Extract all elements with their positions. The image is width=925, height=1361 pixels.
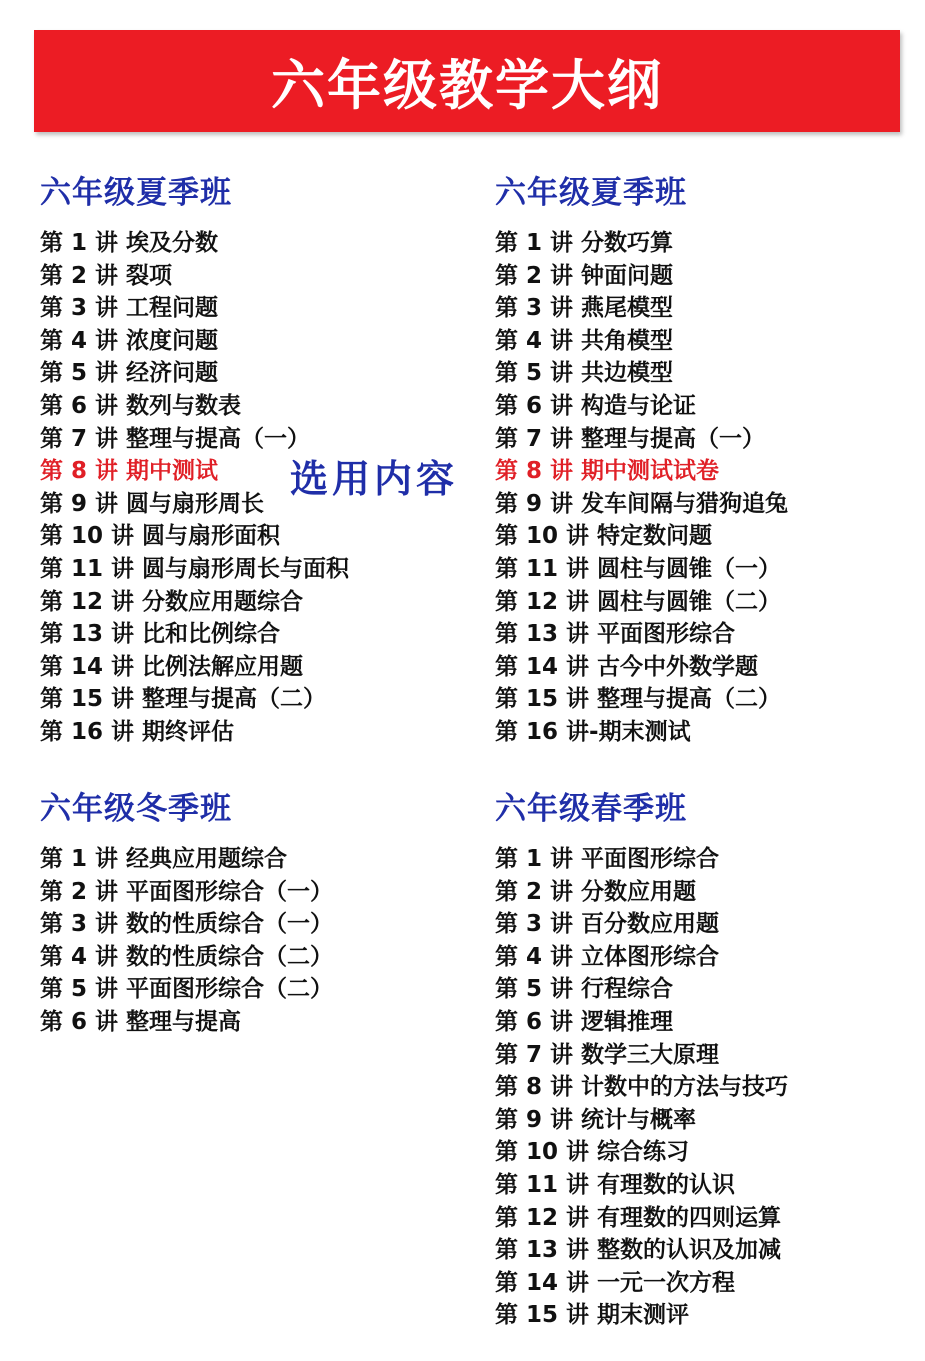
lesson-list	[495, 843, 788, 1332]
lesson-item: 第 11 讲 圆柱与圆锥（一）	[495, 555, 782, 582]
section-title: 六年级夏季班	[495, 175, 687, 211]
lesson-item: 第 8 讲 期中测试试卷	[495, 458, 720, 485]
lesson-item: 第 4 讲 数的性质综合（二）	[40, 943, 334, 970]
lesson-item: 第 5 讲 平面图形综合（二）	[40, 976, 334, 1003]
lesson-item: 第 3 讲 燕尾模型	[495, 295, 674, 322]
lesson-item: 第 9 讲 圆与扇形周长	[40, 490, 265, 517]
lesson-list	[40, 843, 333, 1039]
optional-content-note: 选用内容	[290, 456, 459, 501]
lesson-item: 第 7 讲 数学三大原理	[495, 1041, 720, 1068]
lesson-item: 第 11 讲 有理数的认识	[495, 1171, 736, 1198]
lesson-item: 第 10 讲 圆与扇形面积	[40, 523, 281, 550]
lesson-item: 第 6 讲 数列与数表	[40, 392, 242, 419]
lesson-item: 第 9 讲 统计与概率	[495, 1106, 697, 1133]
lesson-item: 第 4 讲 立体图形综合	[495, 943, 720, 970]
lesson-item: 第 7 讲 整理与提高（一）	[40, 425, 311, 452]
lesson-item: 第 6 讲 构造与论证	[495, 392, 697, 419]
lesson-item: 第 8 讲 期中测试	[40, 458, 219, 485]
lesson-item: 第 2 讲 分数应用题	[495, 878, 697, 905]
lesson-item: 第 16 讲-期末测试	[495, 718, 691, 745]
lesson-item: 第 12 讲 分数应用题综合	[40, 588, 304, 615]
lesson-item: 第 5 讲 经济问题	[40, 360, 219, 387]
title-banner	[34, 30, 900, 132]
lesson-item: 第 8 讲 计数中的方法与技巧	[495, 1074, 789, 1101]
lesson-item: 第 1 讲 埃及分数	[40, 230, 219, 256]
lesson-item: 第 15 讲 期末测评	[495, 1302, 690, 1329]
lesson-item: 第 7 讲 整理与提高（一）	[495, 425, 766, 452]
lesson-item: 第 5 讲 共边模型	[495, 360, 674, 387]
lesson-item: 第 1 讲 分数巧算	[495, 230, 674, 256]
summer-class-section-right	[495, 170, 788, 749]
lesson-item: 第 2 讲 裂项	[40, 262, 173, 289]
lesson-item: 第 14 讲 比例法解应用题	[40, 653, 304, 680]
lesson-item: 第 14 讲 古今中外数学题	[495, 653, 759, 680]
lesson-item: 第 15 讲 整理与提高（二）	[40, 686, 327, 713]
lesson-item: 第 4 讲 浓度问题	[40, 327, 219, 354]
lesson-item: 第 13 讲 平面图形综合	[495, 621, 736, 648]
lesson-item: 第 2 讲 平面图形综合（一）	[40, 878, 334, 905]
lesson-item: 第 12 讲 圆柱与圆锥（二）	[495, 588, 782, 615]
spring-class-section	[495, 786, 788, 1332]
lesson-item: 第 13 讲 整数的认识及加减	[495, 1237, 782, 1264]
lesson-item: 第 14 讲 一元一次方程	[495, 1269, 736, 1296]
section-title: 六年级夏季班	[40, 175, 232, 211]
lesson-item: 第 16 讲 期终评估	[40, 718, 235, 745]
lesson-item: 第 11 讲 圆与扇形周长与面积	[40, 555, 350, 582]
lesson-list	[495, 227, 788, 749]
section-title: 六年级春季班	[495, 791, 687, 827]
lesson-item: 第 2 讲 钟面问题	[495, 262, 674, 289]
page-title: 六年级教学大纲	[271, 53, 663, 117]
lesson-item: 第 10 讲 特定数问题	[495, 523, 713, 550]
lesson-item: 第 4 讲 共角模型	[495, 327, 674, 354]
lesson-item: 第 15 讲 整理与提高（二）	[495, 686, 782, 713]
lesson-item: 第 9 讲 发车间隔与猎狗追兔	[495, 490, 789, 517]
lesson-item: 第 6 讲 整理与提高	[40, 1008, 242, 1035]
lesson-item: 第 6 讲 逻辑推理	[495, 1008, 674, 1035]
lesson-item: 第 3 讲 百分数应用题	[495, 911, 720, 938]
lesson-item: 第 3 讲 数的性质综合（一）	[40, 911, 334, 938]
lesson-item: 第 10 讲 综合练习	[495, 1139, 690, 1166]
section-title: 六年级冬季班	[40, 791, 232, 827]
lesson-item: 第 3 讲 工程问题	[40, 295, 219, 322]
lesson-item: 第 1 讲 平面图形综合	[495, 846, 720, 872]
lesson-item: 第 5 讲 行程综合	[495, 976, 674, 1003]
lesson-item: 第 12 讲 有理数的四则运算	[495, 1204, 782, 1231]
lesson-item: 第 13 讲 比和比例综合	[40, 621, 281, 648]
winter-class-section	[40, 786, 333, 1039]
lesson-item: 第 1 讲 经典应用题综合	[40, 846, 288, 872]
